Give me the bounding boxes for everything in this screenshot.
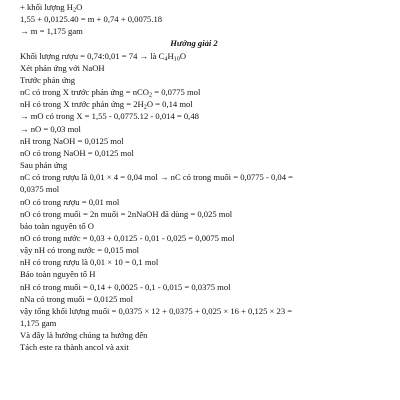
line-text: O bbox=[76, 2, 83, 12]
text-line bbox=[20, 25, 390, 37]
text-line bbox=[20, 317, 390, 329]
line-text: → mO có trong X = 1,55 - 0,0775.12 - 0,014 = 0,48 bbox=[20, 111, 199, 122]
text-line bbox=[20, 123, 390, 135]
line-text: Bảo toàn nguyên tố H bbox=[20, 269, 96, 280]
text-line bbox=[20, 196, 390, 208]
text-line bbox=[20, 110, 390, 122]
text-line bbox=[20, 13, 390, 25]
line-text: Và đây là hướng chúng ta hướng đến bbox=[20, 330, 148, 341]
subscript: 2 bbox=[72, 6, 77, 14]
text-line bbox=[20, 86, 390, 98]
line-text: O = 0,14 mol bbox=[146, 99, 193, 110]
line-text: nC có trong X trước phản ứng = nCO bbox=[20, 87, 149, 98]
line-text: Tách este ra thành ancol và axit bbox=[20, 342, 129, 353]
text-line bbox=[20, 208, 390, 220]
line-text: nH có trong X trước phản ứng = 2H bbox=[20, 99, 144, 110]
line-text: 1,55 + 0,0125.40 = m + 0,74 + 0,0075.18 bbox=[20, 14, 163, 25]
text-line bbox=[20, 341, 390, 353]
line-text: → m = 1,175 gam bbox=[20, 26, 83, 37]
text-line bbox=[20, 232, 390, 244]
text-line bbox=[20, 268, 390, 280]
line-text: 1,175 gam bbox=[20, 318, 57, 329]
subscript: 4 bbox=[164, 55, 168, 62]
line-text: nO có trong muối = 2n muối = 2nNaOH đã dùng = 0,025 mol bbox=[20, 208, 233, 219]
line-text: nC có trong rượu là 0,01 × 4 = 0,04 mol → nC có trong muối = 0,0775 - 0,04 = bbox=[20, 172, 294, 183]
text-line bbox=[20, 305, 390, 317]
subscript: 2 bbox=[143, 103, 147, 111]
text-line bbox=[20, 62, 390, 74]
text-line bbox=[20, 256, 390, 268]
text-line bbox=[20, 1, 390, 13]
line-text: Trước phản ứng bbox=[20, 74, 76, 85]
text-line bbox=[20, 98, 390, 110]
text-line bbox=[20, 135, 390, 147]
text-line bbox=[20, 147, 390, 159]
line-text: Sau phản ứng bbox=[20, 160, 68, 171]
text-line bbox=[20, 159, 390, 171]
line-text: nNa có trong muối = 0,0125 mol bbox=[20, 293, 133, 304]
text-line bbox=[20, 74, 390, 86]
text-line bbox=[20, 50, 390, 62]
line-text: Khối lượng rượu = 0,74:0,01 = 74 → là C bbox=[20, 50, 165, 61]
line-text: 0,0375 mol bbox=[20, 184, 60, 195]
text-line bbox=[20, 293, 390, 305]
line-text: nO có trong NaOH = 0,0125 mol bbox=[20, 147, 134, 158]
line-text: nO có trong rượu = 0,01 mol bbox=[20, 196, 120, 207]
line-text: + khối lượng H bbox=[20, 2, 73, 12]
line-text: nH có trong muối = 0,14 + 0,0025 - 0,1 - 0,015 = 0,0375 mol bbox=[20, 281, 231, 292]
line-text: Hướng giải 2 bbox=[170, 38, 218, 49]
line-text: H bbox=[167, 50, 174, 61]
subscript: 2 bbox=[148, 91, 153, 99]
text-line bbox=[20, 281, 390, 293]
line-text: vậy nH có trong nước = 0,015 mol bbox=[20, 245, 140, 256]
line-text: nH trong NaOH = 0,0125 mol bbox=[20, 135, 124, 146]
line-text: nO có trong nước = 0,03 + 0,0125 - 0,01 - 0,025 = 0,0075 mol bbox=[20, 232, 235, 243]
line-text: nH có trong rượu là 0,01 × 10 = 0,1 mol bbox=[20, 257, 159, 268]
line-text: O bbox=[179, 50, 187, 61]
text-line bbox=[20, 220, 390, 232]
subscript: 10 bbox=[173, 55, 180, 62]
text-line bbox=[20, 244, 390, 256]
line-text: = 0,0775 mol bbox=[152, 87, 201, 98]
line-text: vậy tổng khối lượng muối = 0,0375 × 12 + 0,0375 + 0,025 × 16 + 0,125 × 23 = bbox=[20, 305, 293, 316]
line-text: Xét phản ứng với NaOH bbox=[20, 62, 105, 73]
text-line bbox=[20, 171, 390, 183]
line-text: → nO = 0,03 mol bbox=[20, 123, 81, 134]
line-text: bảo toàn nguyên tố O bbox=[20, 220, 94, 231]
text-line bbox=[20, 183, 390, 195]
text-line bbox=[20, 329, 390, 341]
section-heading bbox=[20, 37, 390, 49]
